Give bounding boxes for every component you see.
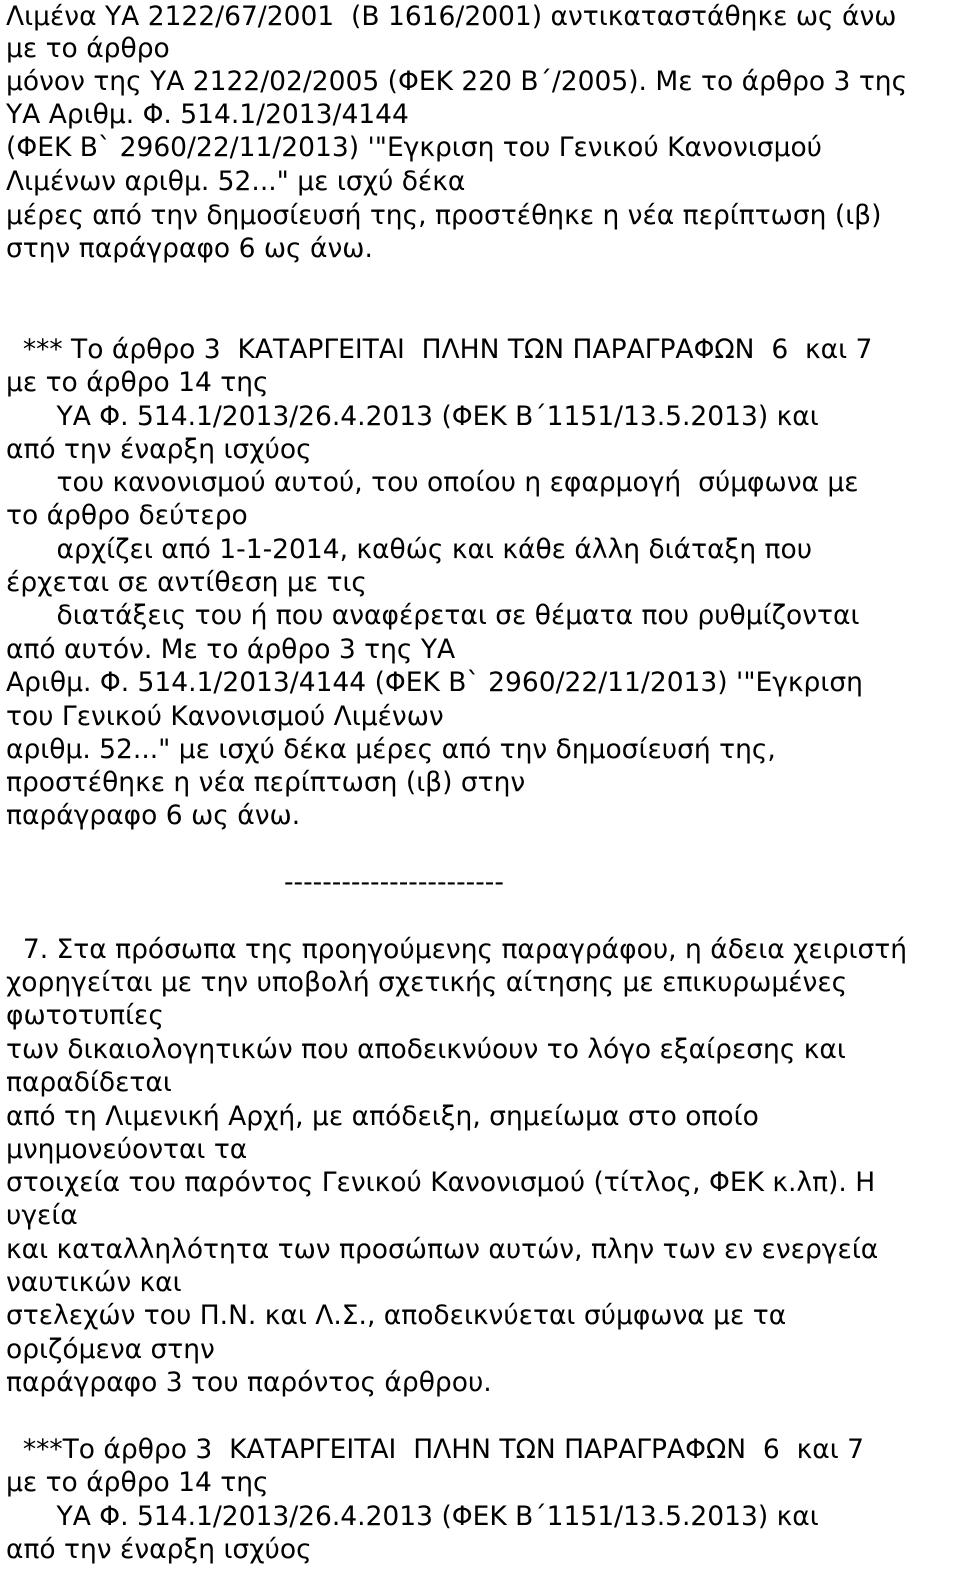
text-line: του κανονισμού αυτού, του οποίου η εφαρμογή σύμφωνα με bbox=[6, 467, 859, 498]
text-line: προστέθηκε η νέα περίπτωση (ιβ) στην bbox=[6, 767, 526, 798]
text-line: παραδίδεται bbox=[6, 1067, 172, 1098]
text-line: το άρθρο δεύτερο bbox=[6, 500, 248, 531]
paragraph-7-start: 7. Στα πρόσωπα της προηγούμενης παραγράφου, η άδεια χειριστή bbox=[6, 934, 908, 965]
text-line: στελεχών του Π.Ν. και Λ.Σ., αποδεικνύεται σύμφωνα με τα bbox=[6, 1300, 787, 1331]
text-line: Αριθμ. Φ. 514.1/2013/4144 (ΦΕΚ Β` 2960/22/11/2013) '"Εγκριση bbox=[6, 667, 863, 698]
text-line: των δικαιολογητικών που αποδεικνύουν το λόγο εξαίρεσης και bbox=[6, 1034, 846, 1065]
separator-line: ----------------------- bbox=[6, 867, 504, 898]
text-line: στην παράγραφο 6 ως άνω. bbox=[6, 233, 373, 264]
text-line: Λιμένα ΥΑ 2122/67/2001 (Β 1616/2001) αντικαταστάθηκε ως άνω bbox=[6, 1, 897, 32]
text-line: χορηγείται με την υποβολή σχετικής αίτησης με επικυρωμένες bbox=[6, 967, 848, 998]
text-line: παράγραφο 6 ως άνω. bbox=[6, 800, 301, 831]
text-line: ναυτικών και bbox=[6, 1267, 182, 1298]
text-line: Λιμένων αριθμ. 52..." με ισχύ δέκα bbox=[6, 166, 466, 197]
text-line: μνημονεύονται τα bbox=[6, 1134, 248, 1165]
text-line: έρχεται σε αντίθεση με τις bbox=[6, 567, 367, 598]
text-line: από αυτόν. Με το άρθρο 3 της ΥΑ bbox=[6, 634, 456, 665]
text-line: με το άρθρο bbox=[6, 33, 170, 64]
text-line: φωτοτυπίες bbox=[6, 1000, 164, 1031]
text-line: του Γενικού Κανονισμού Λιμένων bbox=[6, 701, 444, 732]
repeal-note-heading: *** Το άρθρο 3 ΚΑΤΑΡΓΕΙΤΑΙ ΠΛΗΝ ΤΩΝ ΠΑΡΑΓΡΑΦΩΝ 6 και 7 bbox=[6, 334, 873, 365]
text-line: αριθμ. 52..." με ισχύ δέκα μέρες από την δημοσίευσή της, bbox=[6, 734, 776, 765]
text-line: από την έναρξη ισχύος bbox=[6, 1534, 312, 1565]
text-line: από τη Λιμενική Αρχή, με απόδειξη, σημείωμα στο οποίο bbox=[6, 1101, 759, 1132]
text-line: μόνον της ΥΑ 2122/02/2005 (ΦΕΚ 220 Β΄/2005). Με το άρθρο 3 της bbox=[6, 66, 908, 97]
text-line: ΥΑ Φ. 514.1/2013/26.4.2013 (ΦΕΚ Β΄1151/13.5.2013) και bbox=[6, 401, 819, 432]
text-line: με το άρθρο 14 της bbox=[6, 1467, 269, 1498]
text-line: ΥΑ Φ. 514.1/2013/26.4.2013 (ΦΕΚ Β΄1151/13.5.2013) και bbox=[6, 1501, 819, 1532]
repeal-note-heading: ***Το άρθρο 3 ΚΑΤΑΡΓΕΙΤΑΙ ΠΛΗΝ ΤΩΝ ΠΑΡΑΓΡΑΦΩΝ 6 και 7 bbox=[6, 1434, 864, 1465]
text-line: (ΦΕΚ Β` 2960/22/11/2013) '"Εγκριση του Γενικού Κανονισμού bbox=[6, 132, 822, 163]
text-line: διατάξεις του ή που αναφέρεται σε θέματα που ρυθμίζονται bbox=[6, 600, 860, 631]
text-line: από την έναρξη ισχύος bbox=[6, 434, 312, 465]
text-line: παράγραφο 3 του παρόντος άρθρου. bbox=[6, 1367, 492, 1398]
text-line: υγεία bbox=[6, 1200, 78, 1231]
text-line: με το άρθρο 14 της bbox=[6, 367, 269, 398]
text-line: στοιχεία του παρόντος Γενικού Κανονισμού (τίτλος, ΦΕΚ κ.λπ). Η bbox=[6, 1167, 876, 1198]
text-line: οριζόμενα στην bbox=[6, 1334, 215, 1365]
text-line: ΥΑ Αριθμ. Φ. 514.1/2013/4144 bbox=[6, 99, 409, 130]
text-line: μέρες από την δημοσίευσή της, προστέθηκε η νέα περίπτωση (ιβ) bbox=[6, 200, 882, 231]
text-line: αρχίζει από 1-1-2014, καθώς και κάθε άλλη διάταξη που bbox=[6, 534, 813, 565]
text-line: και καταλληλότητα των προσώπων αυτών, πλην των εν ενεργεία bbox=[6, 1234, 879, 1265]
